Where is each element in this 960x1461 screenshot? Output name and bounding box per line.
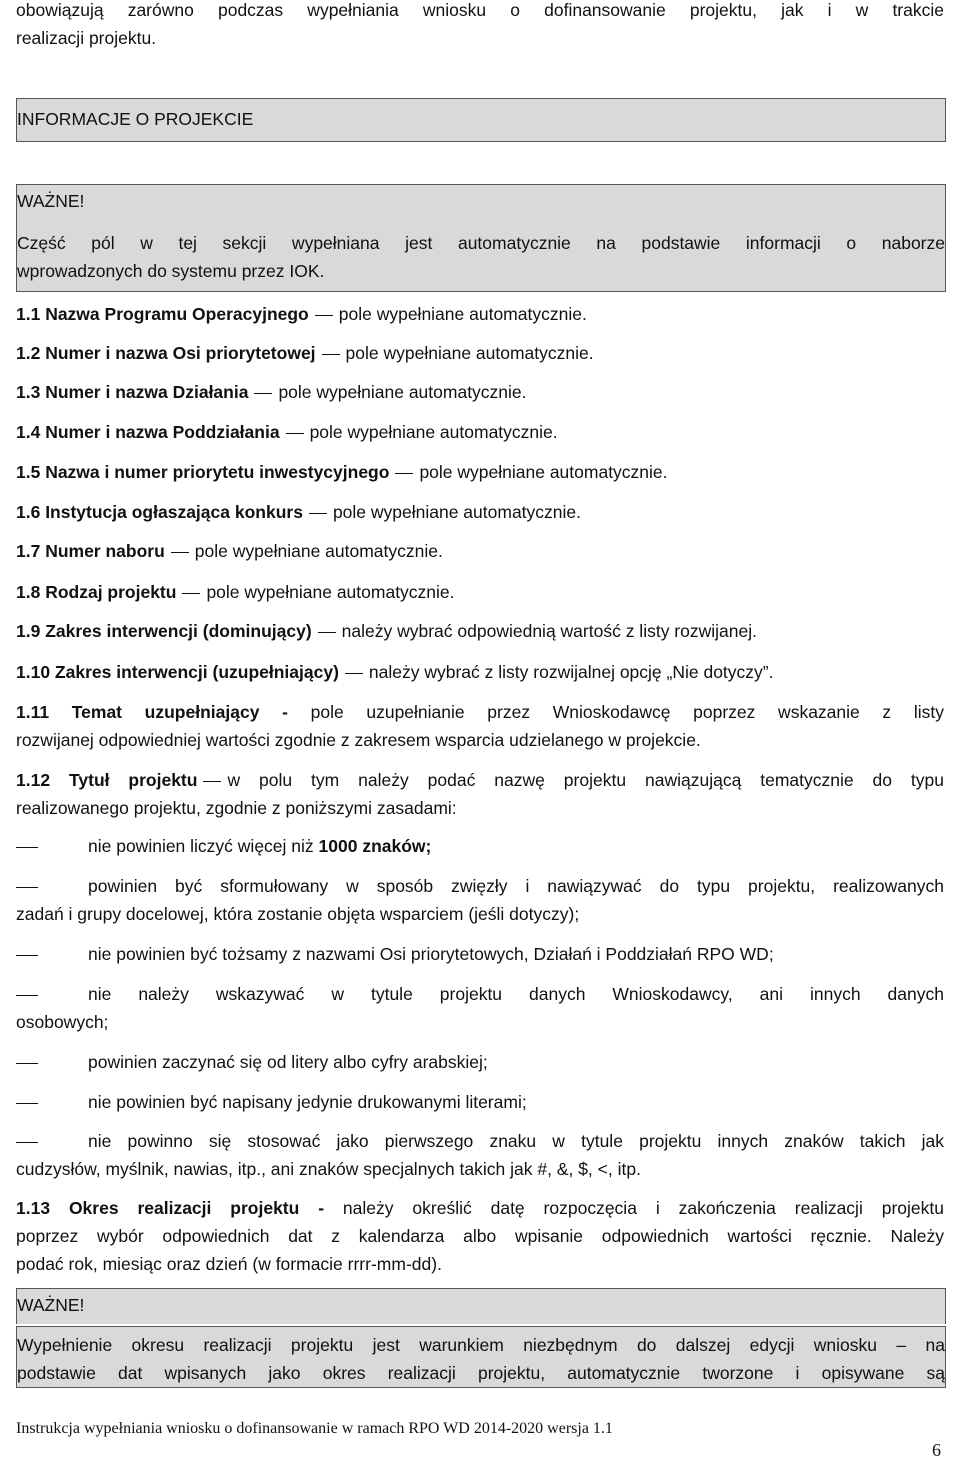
field-label: 1.12 Tytuł projektu [16, 770, 198, 790]
dash-icon [182, 593, 200, 594]
dash-icon [322, 354, 340, 355]
rule-item [16, 836, 944, 866]
field-label: 1.8 Rodzaj projektu [16, 582, 177, 602]
dash-icon [345, 673, 363, 674]
rule-text-cont: osobowych; [16, 1012, 109, 1032]
dash-icon [16, 1063, 38, 1064]
field-1-3 [16, 382, 527, 403]
rule-bold: 1000 znaków; [318, 836, 432, 856]
field-desc: pole wypełniane automatycznie. [194, 541, 443, 561]
dash-icon [286, 433, 304, 434]
rule-text: nie powinien być tożsamy z nazwami Osi priorytetowych, Działań i Poddziałań RPO WD; [88, 944, 774, 964]
field-desc: pole wypełniane automatycznie. [206, 582, 455, 602]
field-label: 1.13 Okres realizacji projektu - [16, 1198, 325, 1218]
notice-2-line-2: podstawie dat wpisanych jako okres realizacji projektu, automatycznie tworzone i opisywane są [17, 1363, 945, 1383]
notice-box-2 [16, 1326, 946, 1388]
notice-2-title: WAŻNE! [17, 1295, 85, 1315]
dash-icon [16, 1103, 38, 1104]
field-1-9 [16, 621, 757, 642]
rule-text: nie powinien być napisany jedynie drukowanymi literami; [88, 1092, 527, 1112]
field-desc: pole wypełniane automatycznie. [419, 462, 668, 482]
field-label: 1.9 Zakres interwencji (dominujący) [16, 621, 312, 641]
rule-item [16, 1052, 944, 1082]
rule-item [16, 944, 944, 974]
dash-icon [16, 887, 38, 888]
dash-icon [16, 1142, 38, 1143]
field-desc: pole wypełniane automatycznie. [309, 422, 558, 442]
rule-item [16, 876, 944, 932]
field-1-6 [16, 502, 581, 523]
rule-text: nie powinien liczyć więcej niż [88, 836, 314, 856]
dash-icon [16, 995, 38, 996]
field-1-10 [16, 662, 773, 683]
notice-1-line-1: Część pól w tej sekcji wypełniana jest automatycznie na podstawie informacji o naborze [17, 233, 945, 253]
field-desc: pole wypełniane automatycznie. [345, 343, 594, 363]
dash-icon [171, 552, 189, 553]
field-label: 1.2 Numer i nazwa Osi priorytetowej [16, 343, 316, 363]
field-label: 1.4 Numer i nazwa Poddziałania [16, 422, 280, 442]
dash-icon [254, 393, 272, 394]
field-1-11-line-2: rozwijanej odpowiedniej wartości zgodnie z zakresem wsparcia udzielanego w projekcie. [16, 730, 701, 750]
field-desc: pole wypełniane automatycznie. [332, 502, 582, 522]
rule-item [16, 984, 944, 1040]
notice-box-1 [16, 184, 946, 292]
footer-text: Instrukcja wypełniania wniosku o dofinansowanie w ramach RPO WD 2014-2020 wersja 1.1 [16, 1420, 613, 1437]
field-label: 1.5 Nazwa i numer priorytetu inwestycyjnego [16, 462, 390, 482]
field-desc: należy określić datę rozpoczęcia i zakończenia realizacji projektu [342, 1198, 944, 1218]
intro-line-1: obowiązują zarówno podczas wypełniania wniosku o dofinansowanie projektu, jak i w trakcie [16, 0, 944, 20]
field-1-4 [16, 422, 558, 443]
field-1-13-line-2: poprzez wybór odpowiednich dat z kalendarza albo wpisanie odpowiednich wartości ręcznie. Należy [16, 1226, 944, 1246]
dash-icon [395, 473, 413, 474]
dash-icon [318, 632, 336, 633]
intro-line-2: realizacji projektu. [16, 28, 157, 48]
rule-text: powinien zaczynać się od litery albo cyfry arabskiej; [88, 1052, 488, 1072]
field-1-13-line-3: podać rok, miesiąc oraz dzień (w formacie rrrr-mm-dd). [16, 1254, 442, 1274]
field-1-8 [16, 582, 455, 603]
field-1-5 [16, 462, 668, 483]
dash-icon [309, 513, 327, 514]
field-1-12-line-1 [16, 770, 944, 791]
field-label: 1.10 Zakres interwencji (uzupełniający) [16, 662, 339, 682]
dash-icon [16, 847, 38, 848]
notice-1-title: WAŻNE! [17, 191, 85, 211]
field-desc: należy wybrać z listy rozwijalnej opcję „Nie dotyczy”. [368, 662, 774, 682]
rule-item [16, 1092, 944, 1122]
section-header: INFORMACJE O PROJEKCIE [17, 109, 254, 129]
field-1-13-line-1 [16, 1198, 944, 1219]
rule-text-cont: zadań i grupy docelowej, która zostanie objęta wsparciem (jeśli dotyczy); [16, 904, 580, 924]
rule-text: nie należy wskazywać w tytule projektu danych Wnioskodawcy, ani innych danych [88, 984, 944, 1004]
rule-text-cont: cudzysłów, myślnik, nawias, itp., ani znaków specjalnych takich jak #, &, $, <, itp. [16, 1159, 641, 1179]
dash-icon [203, 781, 221, 782]
field-1-7 [16, 541, 443, 562]
dash-icon [315, 315, 333, 316]
field-desc: należy wybrać odpowiednią wartość z listy rozwijanej. [341, 621, 757, 641]
field-desc: pole wypełniane automatycznie. [278, 382, 527, 402]
section-header-box [16, 98, 946, 142]
field-1-12-line-2: realizowanego projektu, zgodnie z poniższymi zasadami: [16, 798, 457, 818]
field-1-2 [16, 343, 594, 364]
field-label: 1.3 Numer i nazwa Działania [16, 382, 249, 402]
rule-text: nie powinno się stosować jako pierwszego znaku w tytule projektu innych znaków takich jak [88, 1131, 944, 1151]
field-label: 1.11 Temat uzupełniający - [16, 702, 288, 722]
notice-box-2-title [16, 1288, 946, 1324]
dash-icon [16, 955, 38, 956]
field-desc: pole uzupełnianie przez Wnioskodawcę poprzez wskazanie z listy [310, 702, 944, 722]
field-desc: pole wypełniane automatycznie. [338, 304, 587, 324]
notice-2-line-1: Wypełnienie okresu realizacji projektu jest warunkiem niezbędnym do dalszej edycji wniosku – na [17, 1335, 945, 1355]
field-desc: w polu tym należy podać nazwę projektu nawiązującą tematycznie do typu [227, 770, 945, 790]
page-number: 6 [932, 1440, 941, 1460]
field-label: 1.7 Numer naboru [16, 541, 165, 561]
notice-1-line-2: wprowadzonych do systemu przez IOK. [17, 261, 325, 281]
field-label: 1.6 Instytucja ogłaszająca konkurs [16, 502, 303, 522]
rule-item [16, 1131, 944, 1187]
field-1-1 [16, 304, 587, 325]
field-1-11-line-1 [16, 702, 944, 723]
rule-text: powinien być sformułowany w sposób zwięzły i nawiązywać do typu projektu, realizowanych [88, 876, 944, 896]
field-label: 1.1 Nazwa Programu Operacyjnego [16, 304, 309, 324]
